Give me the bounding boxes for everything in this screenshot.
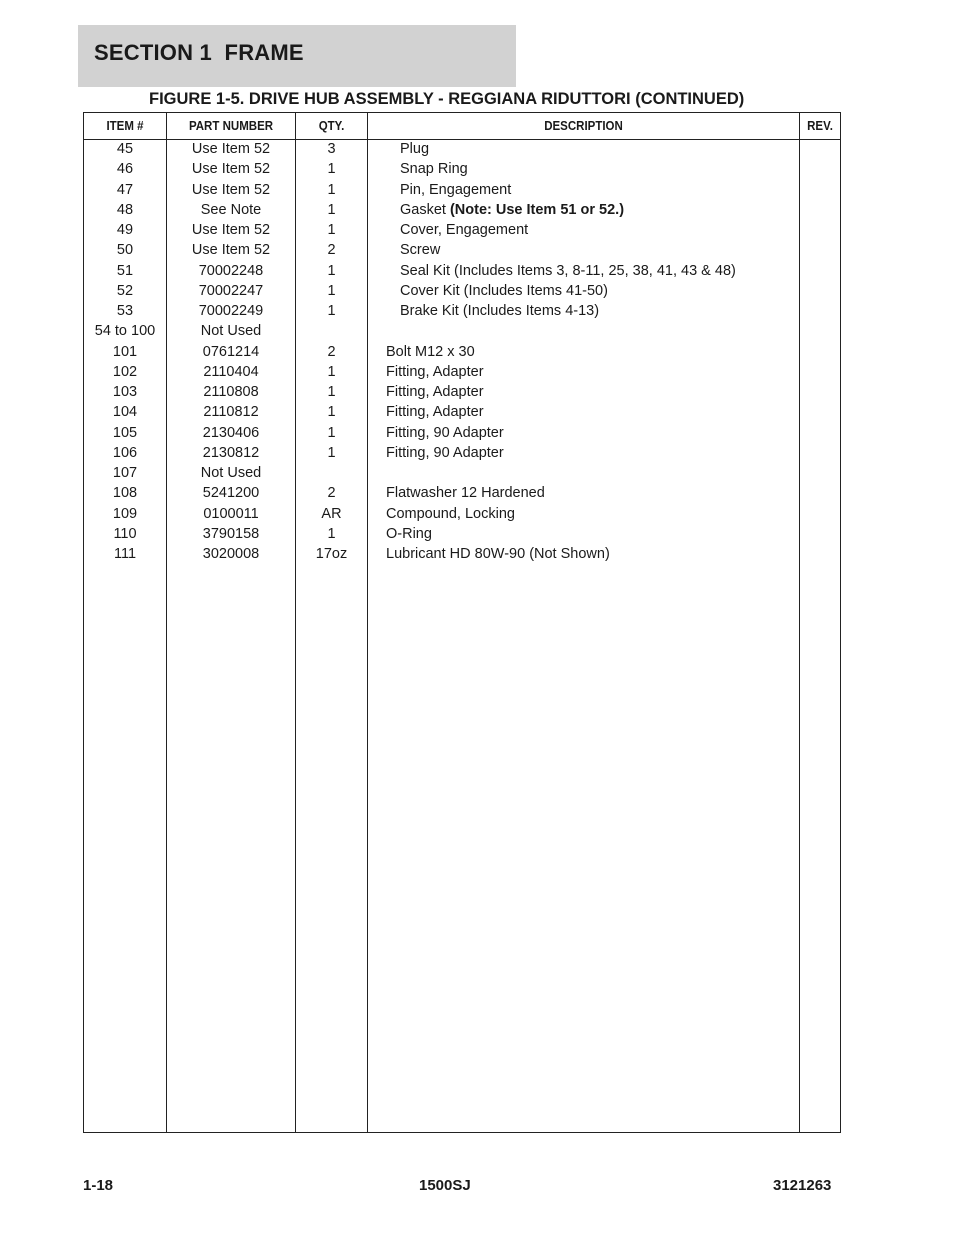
item-number: 52 [116, 282, 134, 299]
part-number: See Note [200, 201, 262, 218]
quantity: 1 [327, 303, 336, 319]
part-number: Not Used [200, 323, 262, 340]
quantity: 2 [327, 343, 336, 360]
item-number: 106 [112, 444, 138, 461]
description [400, 141, 429, 157]
item-number: 49 [116, 222, 134, 238]
table-row [84, 181, 840, 201]
part-number: Not Used [200, 465, 262, 481]
description-text: Plug [400, 141, 430, 157]
item-number: 107 [112, 465, 138, 481]
quantity: 1 [327, 525, 336, 542]
description [400, 222, 528, 238]
item-number: 103 [112, 384, 138, 400]
item-number: 104 [112, 404, 138, 421]
quantity: 2 [327, 485, 336, 502]
table-row [84, 464, 840, 484]
description-text: Flatwasher 12 Hardened [386, 485, 545, 502]
table-row [84, 343, 840, 363]
footer-model: 1500SJ [419, 1177, 471, 1194]
item-number: 45 [116, 141, 134, 157]
description-text: Bolt M12 x 30 [386, 343, 475, 360]
quantity: 17oz [315, 546, 348, 562]
section-title: SECTION 1 FRAME [94, 40, 304, 65]
part-number: 5241200 [202, 485, 260, 502]
description [386, 425, 504, 441]
table-header [84, 113, 840, 140]
quantity: 1 [327, 262, 336, 279]
description-text: Screw [400, 242, 441, 259]
description-text: Fitting, 90 Adapter [386, 444, 504, 461]
part-number: 2110812 [203, 404, 259, 421]
item-number: 50 [116, 242, 134, 259]
quantity: 1 [327, 363, 336, 380]
table-row [84, 363, 840, 383]
description-text: Snap Ring [400, 161, 468, 178]
header-rev: REV. [807, 119, 833, 133]
description-text: Cover, Engagement [400, 222, 529, 238]
description [400, 161, 468, 177]
table-row [84, 160, 840, 180]
table-row [84, 201, 840, 221]
description [386, 364, 484, 380]
table-row [84, 262, 840, 282]
description [400, 303, 599, 319]
description-text: Fitting, 90 Adapter [386, 424, 504, 441]
part-number: 2130406 [202, 424, 260, 441]
table-row [84, 424, 840, 444]
quantity: 1 [327, 181, 336, 198]
description-text: Fitting, Adapter [386, 404, 484, 421]
description-text: Fitting, Adapter [386, 363, 484, 380]
description-note: (Note: Use Item 51 or 52.) [449, 201, 625, 218]
item-number: 51 [116, 262, 134, 279]
header-part-number: PART NUMBER [188, 119, 274, 133]
description [386, 445, 504, 461]
parts-table [83, 112, 841, 1133]
quantity: 1 [327, 444, 336, 461]
table-row [84, 221, 840, 241]
quantity: 1 [327, 161, 336, 178]
part-number: 70002247 [198, 282, 264, 299]
item-number: 108 [112, 485, 138, 502]
table-row [84, 282, 840, 302]
description [400, 242, 440, 258]
quantity: 2 [327, 242, 336, 259]
part-number: Use Item 52 [191, 141, 271, 157]
item-number: 47 [116, 181, 134, 198]
header-item: ITEM # [106, 119, 144, 133]
table-row [84, 383, 840, 403]
description [386, 526, 432, 542]
description [386, 404, 484, 420]
item-number: 101 [112, 343, 138, 360]
table-body [84, 140, 840, 565]
description-text: Brake Kit (Includes Items 4-13) [400, 303, 600, 319]
table-row [84, 505, 840, 525]
quantity: 1 [327, 424, 336, 441]
description [386, 546, 610, 562]
table-row [84, 140, 840, 160]
description-text: Lubricant HD 80W-90 (Not Shown) [386, 546, 610, 562]
header-qty: QTY. [318, 119, 345, 133]
item-number: 102 [112, 363, 138, 380]
description [400, 182, 511, 198]
part-number: Use Item 52 [191, 161, 271, 178]
description-text: O-Ring [386, 525, 432, 542]
description [386, 485, 545, 501]
part-number: 70002249 [198, 303, 264, 319]
part-number: Use Item 52 [191, 181, 271, 198]
description-text: Gasket [400, 201, 450, 218]
quantity: 1 [327, 222, 336, 238]
table-row [84, 484, 840, 504]
table-row [84, 322, 840, 342]
part-number: 3790158 [202, 525, 260, 542]
description [386, 384, 484, 400]
part-number: 2130812 [202, 444, 260, 461]
part-number: 2110404 [203, 363, 259, 380]
quantity: 1 [327, 282, 336, 299]
figure-title: FIGURE 1-5. DRIVE HUB ASSEMBLY - REGGIANA RIDUTTORI (CONTINUED) [149, 90, 745, 108]
description [400, 263, 736, 279]
description-text: Fitting, Adapter [386, 384, 484, 400]
quantity: 1 [327, 201, 336, 218]
footer-page-number: 1-18 [83, 1177, 114, 1194]
header-description: DESCRIPTION [544, 119, 623, 133]
description [400, 283, 608, 299]
part-number: 70002248 [198, 262, 264, 279]
footer-doc-number: 3121263 [773, 1177, 832, 1194]
part-number: 3020008 [202, 546, 260, 562]
table-row [84, 241, 840, 261]
item-number: 48 [116, 201, 134, 218]
description [400, 202, 624, 218]
item-number: 109 [112, 505, 138, 522]
part-number: Use Item 52 [191, 242, 271, 259]
quantity: 1 [327, 384, 336, 400]
quantity: 3 [327, 141, 336, 157]
table-row [84, 525, 840, 545]
part-number: 2110808 [203, 384, 259, 400]
item-number: 105 [112, 424, 138, 441]
table-row [84, 444, 840, 464]
description-text: Compound, Locking [386, 505, 515, 522]
description [386, 506, 515, 522]
quantity: 1 [327, 404, 336, 421]
table-row [84, 545, 840, 565]
description-text: Pin, Engagement [400, 181, 512, 198]
item-number: 110 [113, 525, 137, 542]
item-number: 53 [116, 303, 134, 319]
description-text: Seal Kit (Includes Items 3, 8-11, 25, 38, 41, 43 & 48) [400, 262, 736, 279]
item-number: 54 to 100 [94, 323, 156, 340]
item-number: 111 [113, 546, 137, 562]
table-row [84, 403, 840, 423]
description [386, 344, 475, 360]
description-text: Cover Kit (Includes Items 41-50) [400, 282, 608, 299]
part-number: 0100011 [203, 505, 259, 522]
item-number: 46 [116, 161, 134, 178]
part-number: 0761214 [202, 343, 260, 360]
part-number: Use Item 52 [191, 222, 271, 238]
quantity: AR [321, 505, 342, 522]
table-row [84, 302, 840, 322]
